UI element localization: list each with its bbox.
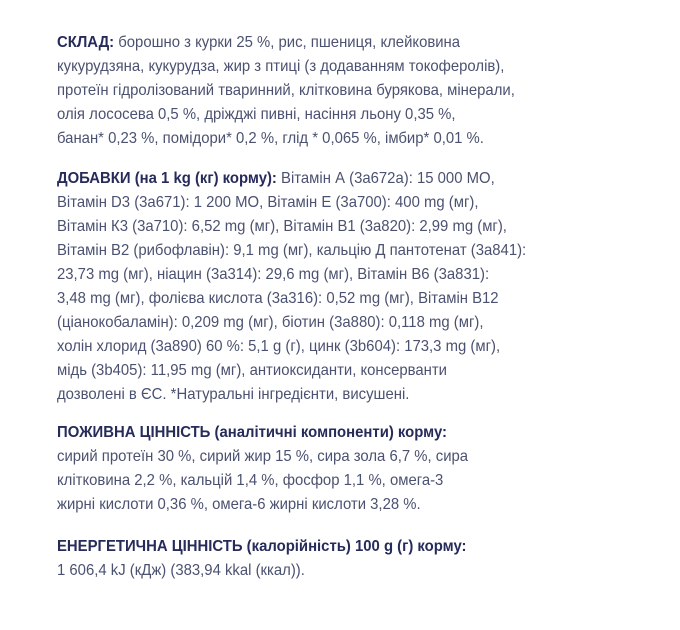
nutrition-line: жирні кислоти 0,36 %, омега-6 жирні кислоти 3,28 %.: [57, 496, 421, 513]
additives-line: (ціанокобаламін): 0,209 mg (мг), біотин (3a880): 0,118 mg (мг),: [57, 314, 484, 331]
composition-line: кукурудзяна, кукурудза, жир з птиці (з додаванням токоферолів),: [57, 58, 505, 75]
additives-heading: ДОБАВКИ (на 1 kg (кг) корму):: [57, 170, 277, 187]
additives-line: [57, 169, 495, 189]
composition-text: борошно з курки 25 %, рис, пшениця, клейковина: [118, 34, 461, 51]
nutrition-heading: ПОЖИВНА ЦІННІСТЬ (аналітичні компоненти) корму:: [57, 424, 448, 441]
additives-line: холін хлорид (3a890) 60 %: 5,1 g (г), цинк (3b604): 173,3 mg (мг),: [57, 338, 501, 355]
nutrition-line: клітковина 2,2 %, кальцій 1,4 %, фосфор 1,1 %, омега-3: [57, 472, 444, 489]
additives-text: Вітамін А (3a672a): 15 000 МО,: [281, 170, 495, 187]
composition-heading: СКЛАД:: [57, 34, 115, 51]
additives-line: 3,48 mg (мг), фолієва кислота (3a316): 0,52 mg (мг), Вітамін В12: [57, 290, 499, 307]
energy-line: 1 606,4 kJ (кДж) (383,94 kkal (ккал)).: [57, 562, 305, 579]
energy-heading: ЕНЕРГЕТИЧНА ЦІННІСТЬ (калорійність) 100 g (г) корму:: [57, 538, 467, 555]
composition-line: банан* 0,23 %, помідори* 0,2 %, глід * 0,065 %, імбир* 0,01 %.: [57, 130, 484, 147]
additives-line: мідь (3b405): 11,95 mg (мг), антиоксиданти, консерванти: [57, 362, 447, 379]
composition-line: [57, 33, 460, 53]
nutrition-line: сирий протеїн 30 %, сирий жир 15 %, сира зола 6,7 %, сира: [57, 448, 469, 465]
additives-line: Вітамін D3 (3a671): 1 200 МО, Вітамін Е (3a700): 400 mg (мг),: [57, 194, 479, 211]
additives-line: Вітамін К3 (3a710): 6,52 mg (мг), Вітамін В1 (3a820): 2,99 mg (мг),: [57, 218, 507, 235]
additives-line: 23,73 mg (мг), ніацин (3a314): 29,6 mg (мг), Вітамін В6 (3a831):: [57, 266, 490, 283]
additives-line: Вітамін В2 (рибофлавін): 9,1 mg (мг), кальцію Д пантотенат (3a841):: [57, 242, 527, 259]
composition-line: олія лососева 0,5 %, дріжджі пивні, насіння льону 0,35 %,: [57, 106, 456, 123]
composition-line: протеїн гідролізований тваринний, клітковина бурякова, мінерали,: [57, 82, 515, 99]
additives-line: дозволені в ЄС. *Натуральні інгредієнти, висушені.: [57, 386, 410, 403]
